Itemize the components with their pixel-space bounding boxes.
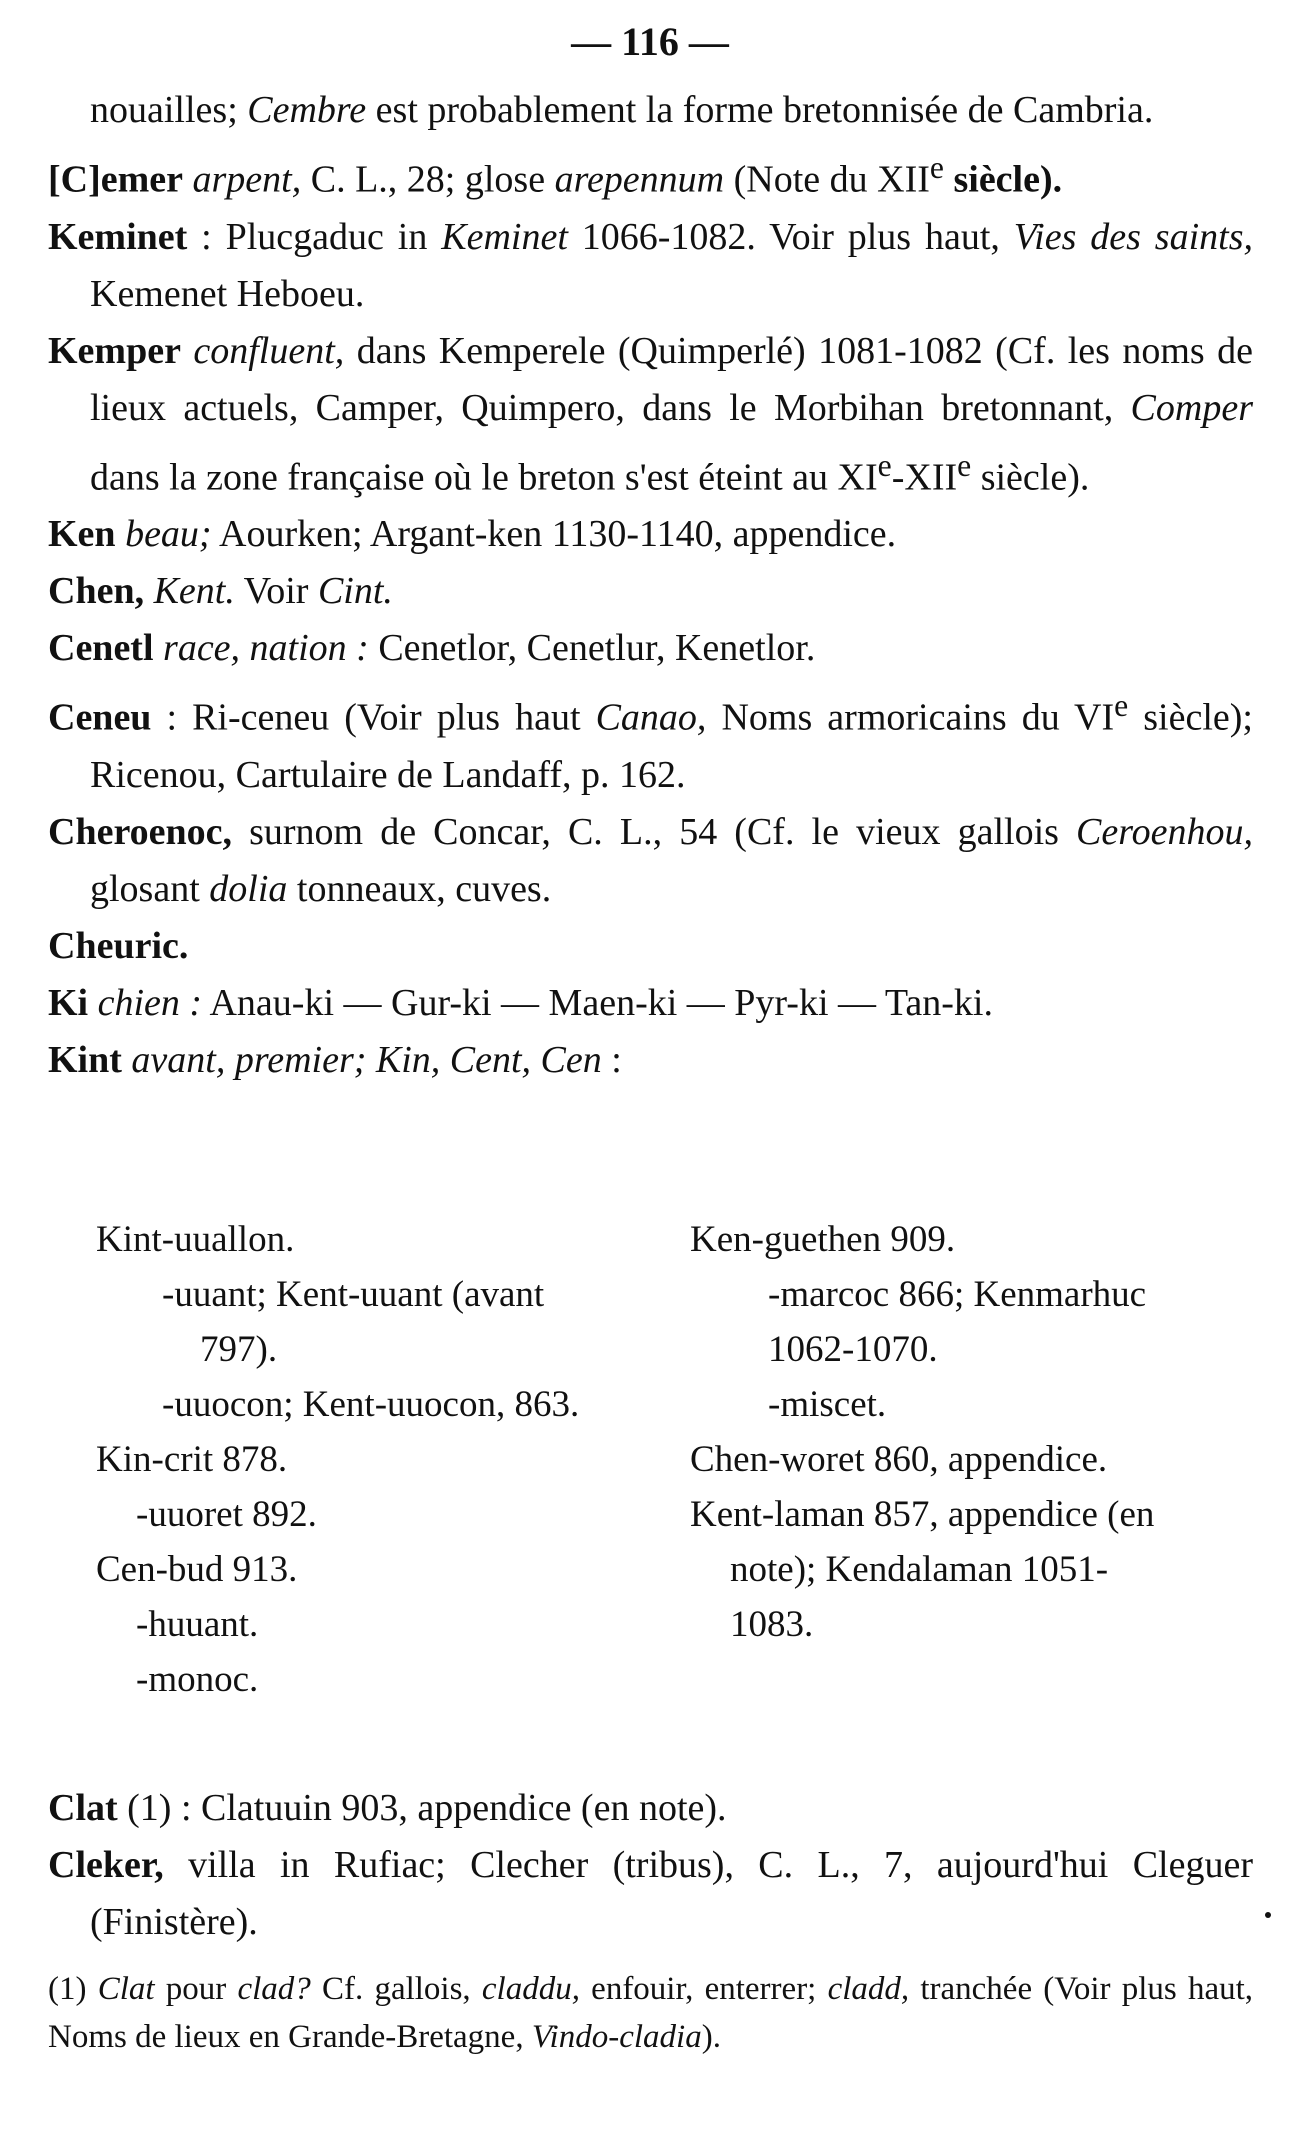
column-line: -uuant; Kent-uuant (avant: [162, 1274, 545, 1315]
column-line: -uuocon; Kent-uuocon, 863.: [162, 1384, 580, 1425]
headword: Ken: [48, 513, 116, 556]
entry-cheroenoc: Cheroenoc, surnom de Concar, C. L., 54 (Cf. le vieux gallois Ceroenhou, glosant dolia tonneaux, cuves.: [48, 810, 1253, 910]
headword: Ki: [48, 981, 89, 1024]
column-line: 1062-1070.: [768, 1329, 938, 1370]
entry-ceneu: Ceneu : Ri-ceneu (Voir plus haut Canao, Noms armoricains du VIe siècle); Ricenou, Cartulaire de Landaff, p. 162.: [48, 688, 1253, 796]
entry-cleker: Cleker, villa in Rufiac; Clecher (tribus), C. L., 7, aujourd'hui Cleguer (Finistère).: [48, 1844, 1253, 1943]
headword: Cheuric.: [48, 924, 189, 967]
column-line: Chen-woret 860, appendice.: [690, 1439, 1108, 1480]
column-line: Kint-uuallon.: [96, 1219, 295, 1260]
headword: [C]emer: [48, 158, 184, 201]
entry-ken: Ken beau; Aourken; Argant-ken 1130-1140, appendice.: [48, 513, 897, 556]
column-line: -huuant.: [136, 1604, 259, 1645]
footnote: [48, 1965, 1253, 2061]
entry-chen: Chen, Kent. Voir Cint.: [48, 570, 393, 613]
headword: Kint: [48, 1038, 122, 1081]
headword: Chen,: [48, 570, 145, 613]
column-line: -marcoc 866; Kenmarhuc: [768, 1274, 1147, 1315]
dictionary-entries: [48, 82, 1253, 1089]
column-line: 797).: [200, 1329, 278, 1370]
column-line: Ken-guethen 909.: [690, 1219, 956, 1260]
entry-cheuric: [48, 918, 1253, 975]
entry-clat: Clat (1) : Clatuuin 903, appendice (en note).: [48, 1787, 727, 1829]
entry-ki: Ki chien : Anau-ki — Gur-ki — Maen-ki — Pyr-ki — Tan-ki.: [48, 981, 993, 1024]
column-line: Kin-crit 878.: [96, 1439, 288, 1480]
entry-kemper: Kemper confluent, dans Kemperele (Quimperlé) 1081-1082 (Cf. les noms de lieux actuels, Camper, Quimpero, dans le Morbihan bretonnant, Comper dans la zone française où le breton s'est éteint au XIe-XIIe siècle).: [48, 329, 1254, 499]
left-column: [96, 1212, 656, 1707]
entry-kint: Kint avant, premier; Kin, Cent, Cen :: [48, 1038, 622, 1081]
entry-keminet: Keminet : Plucgaduc in Keminet 1066-1082. Voir plus haut, Vies des saints, Kemenet Heboeu.: [48, 215, 1253, 315]
footnote-text: (1) Clat pour clad? Cf. gallois, claddu, enfouir, enterrer; cladd, tranchée (Voir plus haut, Noms de lieux en Grande-Bretagne, Vindo-cladia).: [48, 1971, 1254, 2055]
margin-speck: [1265, 1912, 1271, 1918]
lower-entries: [48, 1780, 1253, 1951]
column-line: note); Kendalaman 1051-: [730, 1549, 1109, 1590]
headword: Kemper: [48, 329, 181, 372]
entry-cenetl: Cenetl race, nation : Cenetlor, Cenetlur, Kenetlor.: [48, 627, 816, 670]
page-number: — 116 —: [571, 19, 729, 64]
headword: Clat: [48, 1787, 118, 1829]
entry-cemer: [C]emer arpent, C. L., 28; glose arepennum (Note du XIIe siècle).: [48, 150, 1063, 201]
headword: Cheroenoc,: [48, 810, 232, 853]
headword: Ceneu: [48, 696, 152, 739]
column-line: -miscet.: [768, 1384, 887, 1425]
column-line: -monoc.: [136, 1659, 259, 1700]
headword: Cenetl: [48, 627, 154, 670]
kint-forms-columns: [96, 1212, 1246, 1700]
column-line: Cen-bud 913.: [96, 1549, 298, 1590]
column-line: -uuoret 892.: [136, 1494, 317, 1535]
headword: Keminet: [48, 215, 188, 258]
headword: Cleker,: [48, 1844, 164, 1886]
entry-continuation: nouailles; Cembre est probablement la forme bretonnisée de Cambria.: [90, 89, 1154, 131]
column-line: Kent-laman 857, appendice (en: [690, 1494, 1155, 1535]
right-column: [690, 1212, 1245, 1652]
column-line: 1083.: [730, 1604, 814, 1645]
